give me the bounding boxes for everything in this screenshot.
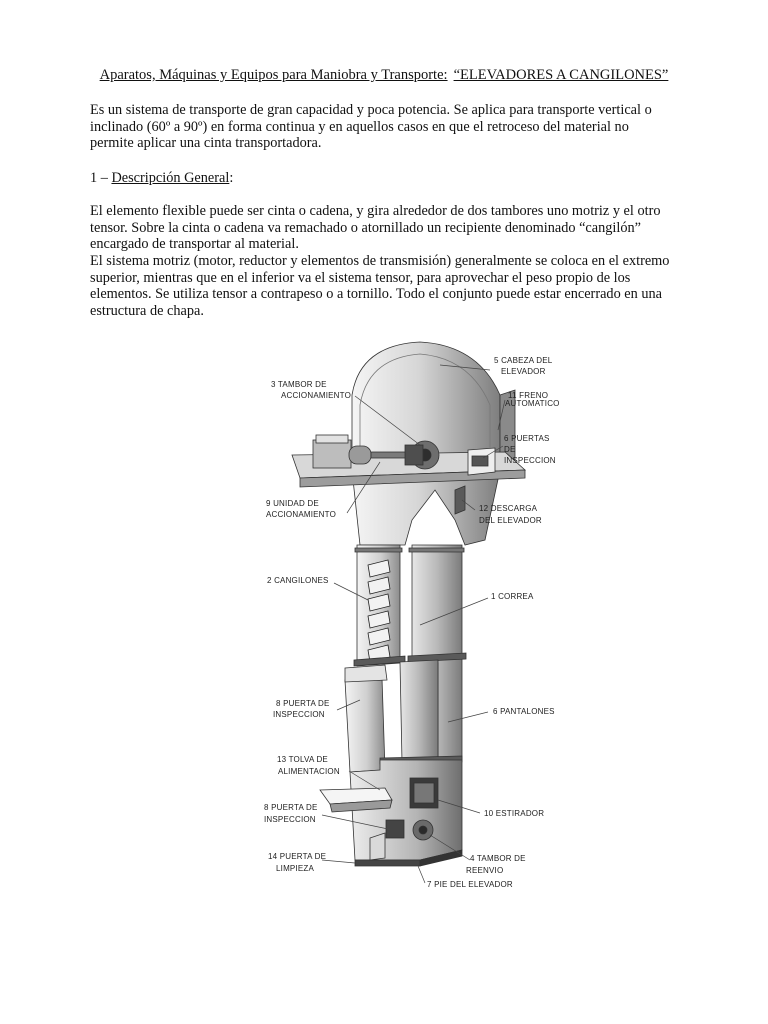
paragraph-line: tensor. Sobre la cinta o cadena va remachado o atornillado un recipiente denominado “cangilón”: [90, 219, 642, 236]
paragraph-line: encargado de transportar al material.: [90, 236, 299, 252]
label-drive-unit: 9 UNIDAD DE ACCIONAMIENTO: [266, 499, 337, 519]
label-brake: 11 FRENO AUTOMATICO: [505, 391, 560, 408]
label-head: 5 CABEZA DEL ELEVADOR: [494, 356, 553, 376]
title-text: Aparatos, Máquinas y Equipos para Maniobra y Transporte:: [99, 67, 448, 83]
label-cleanout-door: 14 PUERTA DE LIMPIEZA: [268, 852, 327, 873]
label-buckets: 2 CANGILONES: [267, 576, 329, 585]
paragraph-line: El sistema motriz (motor, reductor y elementos de transmisión) generalmente se coloca en el extremo: [90, 253, 670, 269]
label-drive-drum: 3 TAMBOR DE ACCIONAMIENTO: [271, 380, 352, 400]
middle-leg-right: [400, 660, 438, 762]
label-discharge: 12 DESCARGA DEL ELEVADOR: [479, 504, 542, 525]
label-inspection-doors: 6 PUERTAS DE INSPECCION: [504, 434, 556, 465]
elevator-structure: [292, 342, 525, 866]
boot-inspection-door: [386, 820, 404, 838]
label-inspection-door-mid: 8 PUERTA DE INSPECCION: [273, 699, 330, 719]
discharge-spout: [455, 486, 465, 514]
middle-leg-left: [345, 678, 385, 772]
label-boot: 7 PIE DEL ELEVADOR: [427, 880, 513, 889]
drive-drum: [405, 441, 439, 469]
tail-drum: [413, 820, 433, 840]
section-colon: :: [229, 170, 234, 186]
label-belt: 1 CORREA: [491, 592, 534, 601]
intro-line: Es un sistema de transporte de gran capacidad y poca potencia. Se aplica para transporte vertical o: [90, 102, 652, 118]
section-number: 1 –: [90, 170, 112, 186]
label-feed-hopper: 13 TOLVA DE ALIMENTACION: [277, 755, 340, 776]
paragraph-line: El elemento flexible puede ser cinta o cadena, y gira alrededor de dos tambores uno motriz y el otro: [90, 203, 661, 219]
paragraph-line: elementos. Se utiliza tensor a contrapeso o a tornillo. Todo el conjunto puede estar encerrado en una: [90, 286, 663, 302]
take-up: [410, 778, 438, 808]
label-take-up: 10 ESTIRADOR: [484, 809, 545, 818]
title-quote: “ELEVADORES A CANGILONES”: [453, 67, 669, 83]
paragraph-line: estructura de chapa.: [90, 302, 204, 319]
section-title: Descripción General: [111, 170, 230, 186]
paragraph-line: superior, mientras que en el inferior va el sistema tensor, para aprovechar el peso propio de los: [90, 269, 631, 286]
label-legs: 6 PANTALONES: [493, 707, 555, 716]
intro-line: permite aplicar una cinta transportadora.: [90, 135, 322, 151]
middle-access-door: [345, 665, 387, 682]
label-inspection-door-low: 8 PUERTA DE INSPECCION: [264, 803, 318, 824]
label-tail-drum: 4 TAMBOR DE REENVIO: [466, 854, 526, 875]
intro-line: inclinado (60º a 90º) en forma continua y en aquellos casos en que el retroceso del material no: [90, 118, 629, 135]
